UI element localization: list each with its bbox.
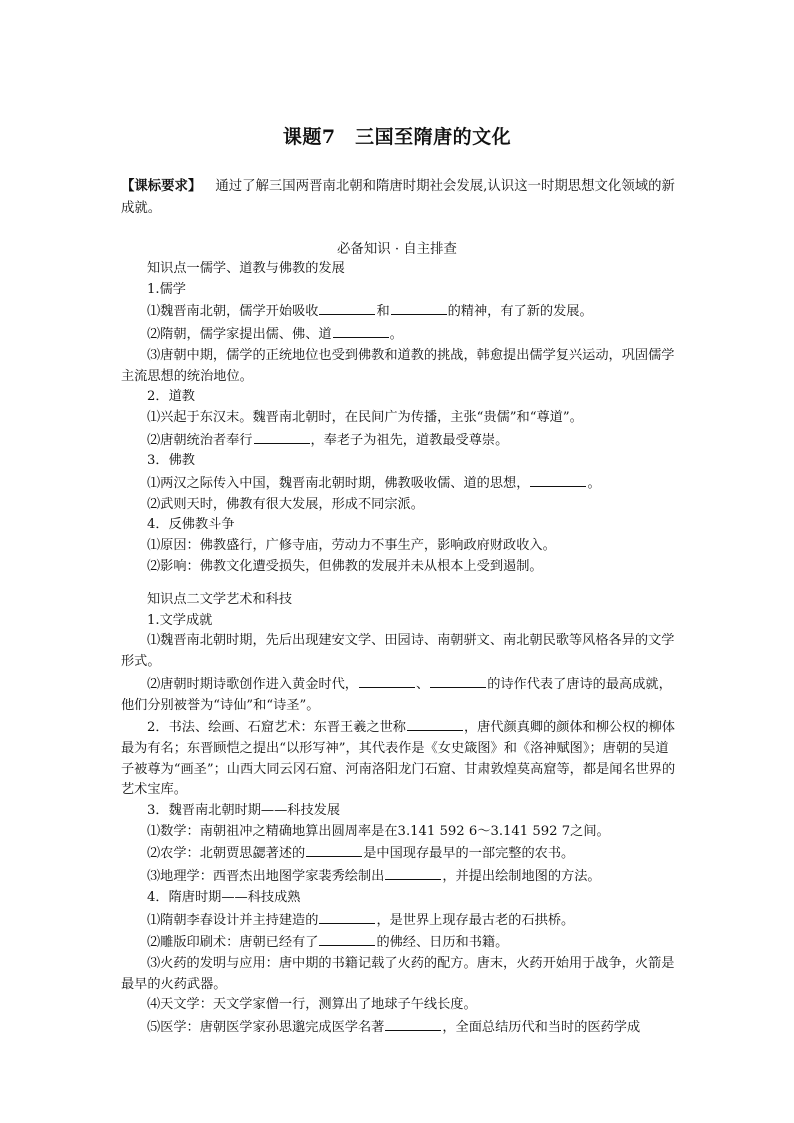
curriculum-requirement (121, 175, 681, 220)
kp1-line-3: ⑶唐朝中期，儒学的正统地位也受到佛教和道教的挑战，韩愈提出儒学复兴运动，巩固儒学主流思想的统治地位。 (121, 347, 675, 384)
fill-blank[interactable] (530, 472, 586, 487)
kp1-line-2: ⑵隋朝，儒学家提出儒、佛、道 。 (121, 323, 679, 346)
kp2-line-8: ⑵雕版印刷术：唐朝已经有了 的佛经、日历和书籍。 (121, 931, 679, 954)
kp2-heading-science-suitang: 4．隋唐时期——科技成熟 (147, 889, 301, 905)
kp2-line-11: ⑸医学：唐朝医学家孙思邈完成医学名著 ，全面总结历代和当时的医药学成 (121, 1016, 679, 1039)
kp1-line-1: ⑴魏晋南北朝，儒学开始吸收 和 的精神，有了新的发展。 (121, 300, 679, 323)
requirement-text: 通过了解三国两晋南北朝和隋唐时期社会发展,认识这一时期思想文化领域的新成就。 (121, 179, 675, 216)
kp1-heading-anti-buddhism: 4．反佛教斗争 (147, 517, 235, 533)
kp1-line-9: ⑵影响：佛教文化遭受损失，但佛教的发展并未从根本上受到遏制。 (147, 558, 543, 574)
kp1-title: 知识点一儒学、道教与佛教的发展 (147, 261, 345, 276)
kp2-heading-literature: 1.文学成就 (147, 612, 213, 628)
fill-blank[interactable] (391, 300, 447, 315)
kp2-heading-science-wjnb: 3．魏晋南北朝时期——科技发展 (147, 803, 341, 819)
kp2-line-9: ⑶火药的发明与应用：唐中期的书籍记载了火药的配方。唐末，火药开始用于战争，火箭是最早的火药武器。 (121, 955, 675, 992)
fill-blank[interactable] (319, 909, 375, 924)
kp1-line-7: ⑵武则天时，佛教有很大发展，形成不同宗派。 (147, 496, 424, 512)
kp2-line-1: ⑴魏晋南北朝时期，先后出现建安文学、田园诗、南朝骈文、南北朝民歌等风格各异的文学形式。 (121, 633, 675, 670)
kp2-line-5: ⑵农学：北朝贾思勰著述的 是中国现存最早的一部完整的农书。 (121, 842, 679, 865)
section-title: 必备知识 · 自主排查 (337, 242, 457, 257)
kp2-line-6: ⑶地理学：西晋杰出地图学家裴秀绘制出 ，并提出绘制地图的方法。 (121, 865, 679, 888)
kp2-line-7: ⑴隋朝李春设计并主持建造的 ，是世界上现存最古老的石拱桥。 (121, 909, 679, 932)
kp2-line-2: ⑵唐朝时期诗歌创作进入黄金时代， 、 的诗作代表了唐诗的最高成就，他们分别被誉为“诗仙”和“诗圣”。 (121, 673, 679, 716)
kp1-line-8: ⑴原因：佛教盛行，广修寺庙，劳动力不事生产，影响政府财政收入。 (147, 538, 556, 554)
kp1-heading-buddhism: 3．佛教 (147, 453, 195, 469)
fill-blank[interactable] (385, 1016, 441, 1031)
knowledge-point-1 (121, 259, 679, 578)
kp2-title: 知识点二文学艺术和科技 (147, 592, 293, 607)
knowledge-point-2 (121, 590, 679, 1039)
page-title: 课题7 三国至隋唐的文化 (282, 126, 512, 148)
fill-blank[interactable] (385, 865, 441, 880)
requirement-tag: 【课标要求】 (121, 178, 202, 194)
kp1-heading-confucianism: 1.儒学 (147, 281, 186, 297)
kp1-line-4: ⑴兴起于东汉末。魏晋南北朝时，在民间广为传播，主张“贵儒”和“尊道”。 (147, 409, 583, 425)
fill-blank[interactable] (407, 716, 463, 731)
fill-blank[interactable] (306, 842, 362, 857)
fill-blank[interactable] (319, 300, 375, 315)
fill-blank[interactable] (430, 673, 486, 688)
kp1-heading-taoism: 2．道教 (147, 389, 195, 405)
fill-blank[interactable] (254, 429, 310, 444)
kp2-line-4: ⑴数学：南朝祖冲之精确地算出圆周率是在3.141 592 6～3.141 592 7之间。 (147, 823, 610, 839)
kp2-line-10: ⑷天文学：天文学家僧一行，测算出了地球子午线长度。 (147, 997, 477, 1013)
kp1-line-5: ⑵唐朝统治者奉行 ，奉老子为祖先，道教最受尊崇。 (121, 429, 679, 452)
fill-blank[interactable] (333, 323, 389, 338)
fill-blank[interactable] (359, 673, 415, 688)
fill-blank[interactable] (319, 931, 375, 946)
kp2-line-3: 2．书法、绘画、石窟艺术：东晋王羲之世称 ，唐代颜真卿的颜体和柳公权的柳体最为有名；东晋顾恺之提出“以形写神”，其代表作是《女史箴图》和《洛神赋图》；唐朝的吴道子被尊为“画圣”；山西大同云冈石窟、河南洛阳龙门石窟、甘肃敦煌莫高窟等，都是闻名世界的艺术宝库。 (121, 716, 679, 801)
kp1-line-6: ⑴两汉之际传入中国，魏晋南北朝时期，佛教吸收儒、道的思想， 。 (121, 472, 679, 495)
